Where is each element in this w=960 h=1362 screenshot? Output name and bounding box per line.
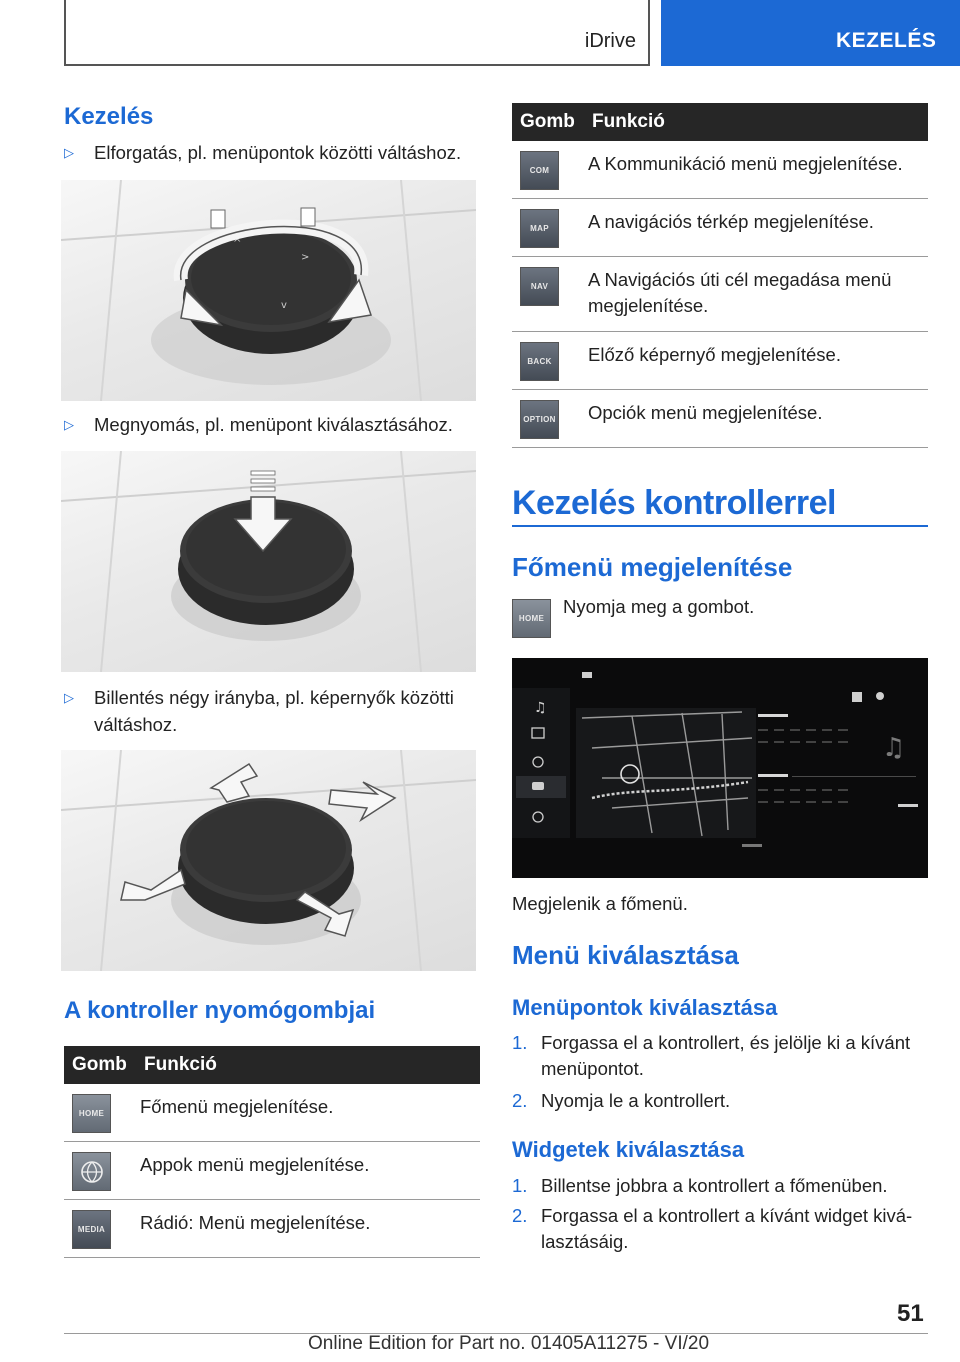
step-text: Nyomja le a kontrollert. bbox=[541, 1090, 731, 1111]
apps-globe-icon bbox=[72, 1152, 111, 1191]
header-chapter-tab bbox=[661, 0, 960, 66]
controller-rotate-photo bbox=[61, 180, 476, 401]
idrive-main-menu-screenshot bbox=[512, 658, 928, 878]
table-row bbox=[512, 257, 928, 332]
subsection-heading-menu-items: Menüpontok kiválasztása bbox=[512, 995, 778, 1020]
step-text: Forgassa el a kontrollert a kívánt widget kiválasztásáig. bbox=[541, 1205, 913, 1252]
triangle-marker-icon: ▷ bbox=[64, 417, 74, 432]
section-heading-buttons: A kontroller nyomógombjai bbox=[64, 997, 376, 1024]
home-key-icon: HOME bbox=[512, 599, 551, 638]
controller-press-photo bbox=[61, 451, 476, 672]
step-number: 2. bbox=[512, 1205, 528, 1226]
header-section-box bbox=[64, 0, 650, 66]
table-cell-function: Appok menü megjelenítése. bbox=[136, 1142, 480, 1200]
button-function-table-left bbox=[64, 1046, 480, 1258]
controller-tilt-illustration bbox=[61, 750, 476, 971]
list-item-text: Elforgatás, pl. menüpontok közötti váltáshoz. bbox=[94, 142, 462, 163]
list-item-rotate bbox=[64, 139, 479, 166]
table-row bbox=[512, 199, 928, 257]
triangle-marker-icon: ▷ bbox=[64, 145, 74, 160]
back-key-icon: BACK bbox=[520, 342, 559, 381]
controller-tilt-photo bbox=[61, 750, 476, 971]
table-header-function: Funkció bbox=[584, 103, 928, 141]
table-cell-function: Opciók menü megjelenítése. bbox=[584, 390, 928, 448]
step-item bbox=[512, 1203, 928, 1255]
heading-underline bbox=[512, 525, 928, 527]
table-row bbox=[512, 141, 928, 199]
table-cell-function: A Navigációs úti cél megadása menü megjelenítése. bbox=[584, 257, 928, 332]
home-instruction: Nyomja meg a gombot. bbox=[563, 596, 755, 617]
option-key-icon: OPTION bbox=[520, 400, 559, 439]
list-item-tilt bbox=[64, 684, 479, 738]
media-key-icon: MEDIA bbox=[72, 1210, 111, 1249]
footer-edition: Online Edition for Part no. 01405A11275 - VI/20 bbox=[308, 1333, 710, 1354]
list-item-press bbox=[64, 411, 479, 438]
table-row bbox=[512, 332, 928, 390]
svg-text:>: > bbox=[301, 252, 310, 263]
step-number: 2. bbox=[512, 1090, 528, 1111]
table-header-row bbox=[64, 1046, 480, 1084]
step-number: 1. bbox=[512, 1032, 528, 1053]
com-key-icon: COM bbox=[520, 151, 559, 190]
step-item bbox=[512, 1030, 928, 1082]
button-function-table-right bbox=[512, 103, 928, 448]
map-key-icon: MAP bbox=[520, 209, 559, 248]
svg-text:♫: ♫ bbox=[882, 733, 906, 763]
triangle-marker-icon: ▷ bbox=[64, 690, 74, 705]
header-section-label: iDrive bbox=[584, 30, 636, 52]
step-text: Billentse jobbra a kontrollert a főmenüben. bbox=[541, 1175, 888, 1196]
step-item bbox=[512, 1173, 928, 1199]
table-cell-function: Rádió: Menü megjelenítése. bbox=[136, 1200, 480, 1258]
table-cell-function: Főmenü megjelenítése. bbox=[136, 1084, 480, 1142]
main-menu-result: Megjelenik a főmenü. bbox=[512, 893, 688, 914]
step-item bbox=[512, 1088, 928, 1114]
chapter-heading: Kezelés kontrollerrel bbox=[512, 484, 836, 522]
table-cell-function: Előző képernyő megjelenítése. bbox=[584, 332, 928, 390]
svg-text:♫: ♫ bbox=[534, 700, 547, 716]
subsection-heading-widgets: Widgetek kiválasztása bbox=[512, 1137, 745, 1162]
step-text: Forgassa el a kontrollert, és jelölje ki a kívánt menüpontot. bbox=[541, 1032, 911, 1079]
controller-press-illustration bbox=[61, 451, 476, 672]
header-chapter-label: KEZELÉS bbox=[836, 29, 937, 52]
section-heading-main-menu: Főmenü megjelenítése bbox=[512, 552, 793, 582]
table-cell-function: A navigációs térkép megjelenítése. bbox=[584, 199, 928, 257]
table-header-row bbox=[512, 103, 928, 141]
table-header-key: Gomb bbox=[64, 1046, 136, 1084]
svg-text:v: v bbox=[281, 300, 287, 311]
page-number: 51 bbox=[897, 1300, 924, 1327]
table-cell-function: A Kommunikáció menü megjelenítése. bbox=[584, 141, 928, 199]
table-header-key: Gomb bbox=[512, 103, 584, 141]
table-row bbox=[64, 1200, 480, 1258]
section-heading-operation: Kezelés bbox=[64, 103, 154, 130]
home-key-icon: HOME bbox=[72, 1094, 111, 1133]
step-number: 1. bbox=[512, 1175, 528, 1196]
table-row bbox=[512, 390, 928, 448]
svg-text:^: ^ bbox=[233, 238, 242, 249]
list-item-text: Megnyomás, pl. menüpont kiválasztásához. bbox=[94, 414, 453, 435]
controller-rotate-illustration bbox=[61, 180, 476, 401]
list-item-text: Billentés négy irányba, pl. képernyők közötti váltáshoz. bbox=[94, 687, 454, 735]
section-heading-select-menu: Menü kiválasztása bbox=[512, 940, 739, 970]
table-row bbox=[64, 1084, 480, 1142]
main-menu-illustration bbox=[512, 658, 928, 878]
table-header-function: Funkció bbox=[136, 1046, 480, 1084]
nav-key-icon: NAV bbox=[520, 267, 559, 306]
table-row bbox=[64, 1142, 480, 1200]
